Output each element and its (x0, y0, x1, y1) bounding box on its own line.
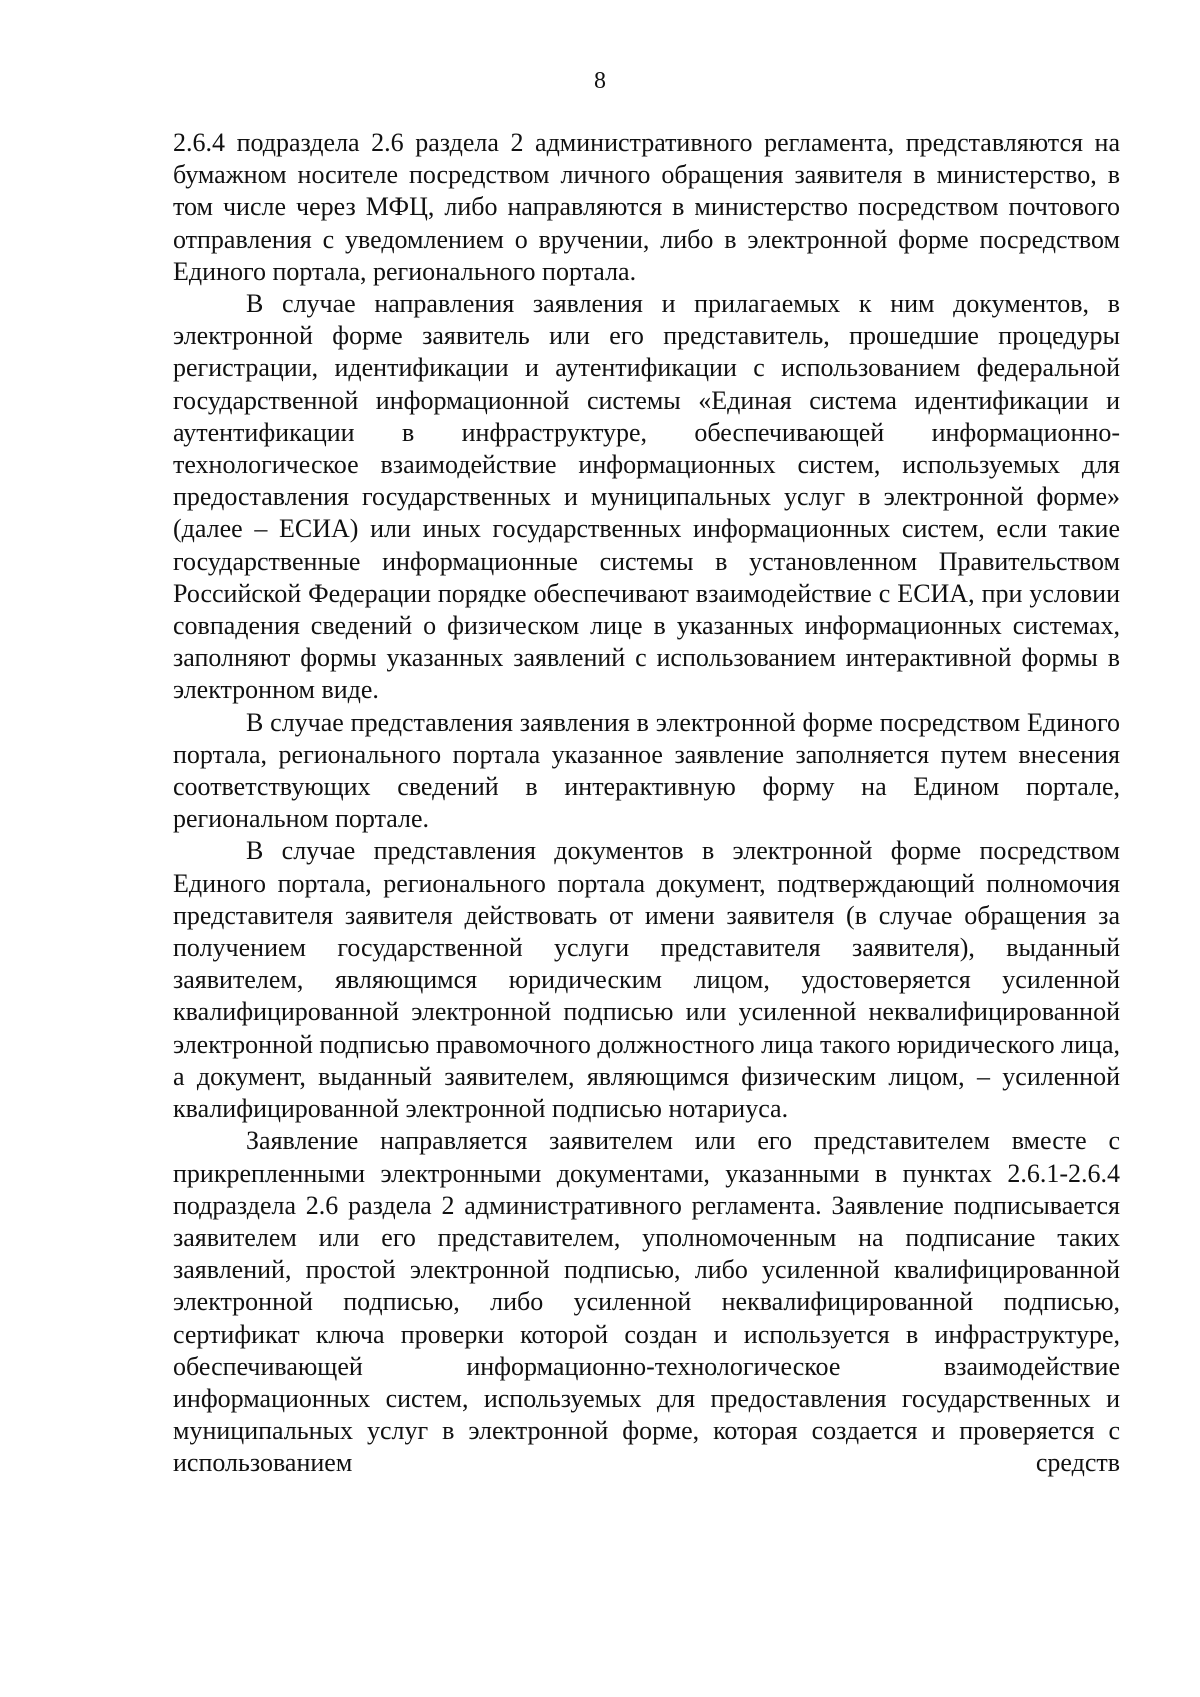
page-number: 8 (594, 68, 606, 94)
document-body (173, 127, 1120, 1480)
paragraph: В случае направления заявления и прилагаемых к ним документов, в электронной форме заявитель или его представитель, прошедшие процедуры регистрации, идентификации и аутентификации с использованием федеральной государственной информационной системы «Единая система идентификации и аутентификации в инфраструктуре, обеспечивающей информационно-технологическое взаимодействие информационных систем, используемых для предоставления государственных и муниципальных услуг в электронной форме» (далее – ЕСИА) или иных государственных информационных систем, если такие государственные информационные системы в установленном Правительством Российской Федерации порядке обеспечивают взаимодействие с ЕСИА, при условии совпадения сведений о физическом лице в указанных информационных системах, заполняют формы указанных заявлений с использованием интерактивной формы в электронном виде. (173, 289, 1120, 705)
paragraph: В случае представления документов в электронной форме посредством Единого портала, регионального портала документ, подтверждающий полномочия представителя заявителя действовать от имени заявителя (в случае обращения за получением государственной услуги представителя заявителя), выданный заявителем, являющимся юридическим лицом, удостоверяется усиленной квалифицированной электронной подписью или усиленной неквалифицированной электронной подписью правомочного должностного лица такого юридического лица, а документ, выданный заявителем, являющимся физическим лицом, – усиленной квалифицированной электронной подписью нотариуса. (173, 836, 1120, 1124)
paragraph: В случае представления заявления в электронной форме посредством Единого портала, регионального портала указанное заявление заполняется путем внесения соответствующих сведений в интерактивную форму на Едином портале, региональном портале. (173, 707, 1120, 834)
paragraph: 2.6.4 подраздела 2.6 раздела 2 административного регламента, представляются на бумажном носителе посредством личного обращения заявителя в министерство, в том числе через МФЦ, либо направляются в министерство посредством почтового отправления с уведомлением о вручении, либо в электронной форме посредством Единого портала, регионального портала. (173, 128, 1120, 286)
paragraph: Заявление направляется заявителем или его представителем вместе с прикрепленными электронными документами, указанными в пунктах 2.6.1-2.6.4 подраздела 2.6 раздела 2 административного регламента. Заявление подписывается заявителем или его представителем, уполномоченным на подписание таких заявлений, простой электронной подписью, либо усиленной квалифицированной электронной подписью, либо усиленной неквалифицированной подписью, сертификат ключа проверки которой создан и используется в инфраструктуре, обеспечивающей информационно-технологическое взаимодействие информационных систем, используемых для предоставления государственных и муниципальных услуг в электронной форме, которая создается и проверяется с использованием средств (173, 1126, 1120, 1478)
